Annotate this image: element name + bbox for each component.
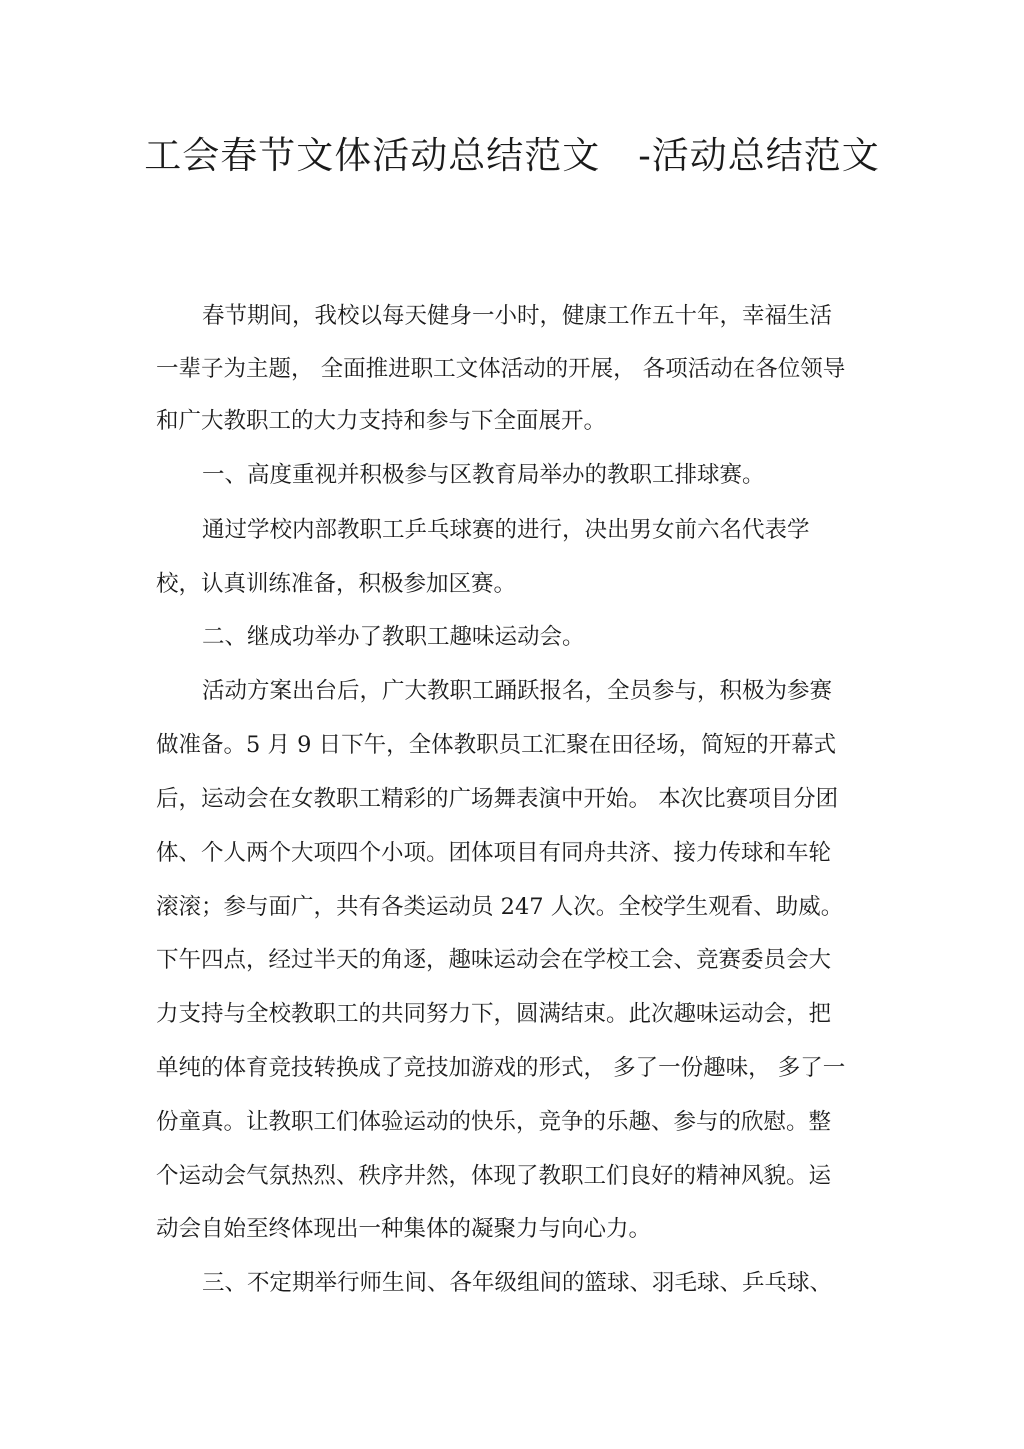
paragraph-line: 后，运动会在女教职工精彩的广场舞表演中开始。 本次比赛项目分团 — [156, 786, 839, 812]
section-heading: 三、不定期举行师生间、各年级组间的篮球、羽毛球、乒乓球、 — [202, 1270, 833, 1296]
paragraph-line: 力支持与全校教职工的共同努力下，圆满结束。此次趣味运动会，把 — [156, 1001, 832, 1027]
paragraph-line: 份童真。让教职工们体验运动的快乐，竞争的乐趣、参与的欣慰。整 — [156, 1109, 832, 1135]
paragraph-line: 春节期间，我校以每天健身一小时，健康工作五十年，幸福生活 — [202, 303, 833, 329]
paragraph-line: 和广大教职工的大力支持和参与下全面展开。 — [156, 408, 607, 434]
title-main: 工会春节文体活动总结范文 — [144, 134, 601, 177]
paragraph-line: 下午四点，经过半天的角逐，趣味运动会在学校工会、竞赛委员会大 — [156, 947, 832, 973]
document-title — [0, 128, 1024, 184]
paragraph-line: 活动方案出台后，广大教职工踊跃报名，全员参与，积极为参赛 — [202, 678, 833, 704]
paragraph-line: 一辈子为主题， 全面推进职工文体活动的开展， 各项活动在各位领导 — [156, 356, 846, 382]
paragraph-line: 个运动会气氛热烈、秩序井然，体现了教职工们良好的精神风貌。运 — [156, 1163, 832, 1189]
section-heading: 一、高度重视并积极参与区教育局举办的教职工排球赛。 — [202, 462, 765, 488]
paragraph-line: 单纯的体育竞技转换成了竞技加游戏的形式， 多了一份趣味， 多了一 — [156, 1055, 846, 1081]
paragraph-line: 动会自始至终体现出一种集体的凝聚力与向心力。 — [156, 1216, 652, 1242]
paragraph-line: 体、个人两个大项四个小项。团体项目有同舟共济、接力传球和车轮 — [156, 840, 832, 866]
section-heading: 二、继成功举办了教职工趣味运动会。 — [202, 624, 585, 650]
paragraph-line: 通过学校内部教职工乒乓球赛的进行，决出男女前六名代表学 — [202, 517, 810, 543]
paragraph-line: 滚滚；参与面广，共有各类运动员 247 人次。全校学生观看、助威。 — [156, 894, 844, 920]
title-sub: -活动总结范文 — [638, 134, 880, 177]
paragraph-line: 校，认真训练准备，积极参加区赛。 — [156, 571, 517, 597]
paragraph-line: 做准备。5 月 9 日下午，全体教职员工汇聚在田径场，简短的开幕式 — [156, 732, 837, 758]
